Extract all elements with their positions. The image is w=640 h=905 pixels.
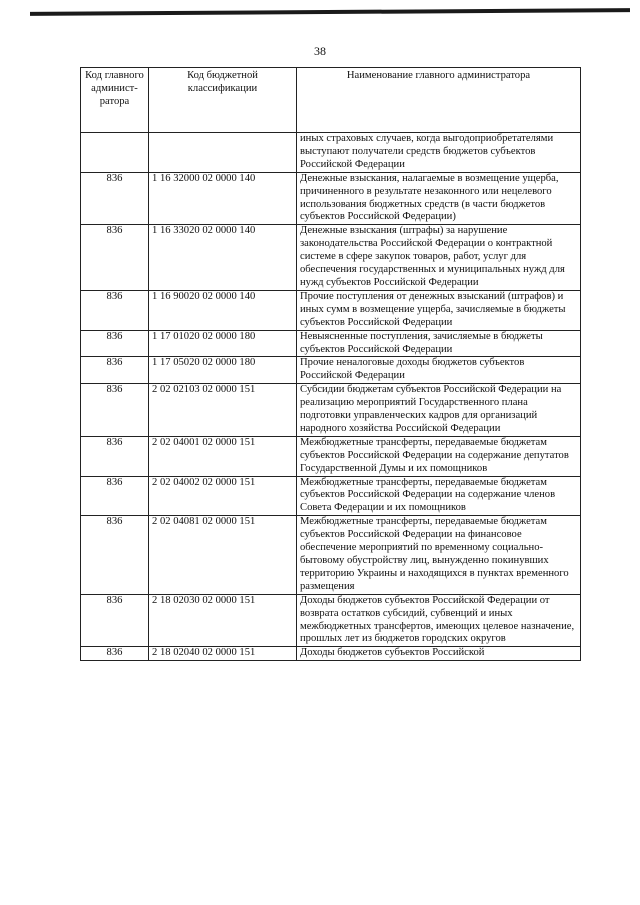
cell-admin-code: 836	[81, 290, 149, 330]
table-header-row	[81, 68, 581, 133]
cell-name: Доходы бюджетов субъектов Российской Федерации от возврата остатков субсидий, субвенций и иных межбюджетных трансфертов, имеющих целевое назначение, прошлых лет из бюджетов городских округов	[297, 594, 581, 647]
cell-budget-code: 1 16 33020 02 0000 140	[149, 225, 297, 291]
cell-budget-code: 2 02 04002 02 0000 151	[149, 476, 297, 516]
cell-budget-code: 1 16 32000 02 0000 140	[149, 172, 297, 225]
table-row	[81, 357, 581, 384]
cell-admin-code	[81, 133, 149, 173]
table-row	[81, 436, 581, 476]
page-number: 38	[314, 44, 326, 58]
cell-name: Доходы бюджетов субъектов Российской	[297, 647, 581, 661]
cell-admin-code: 836	[81, 476, 149, 516]
cell-name: Невыясненные поступления, зачисляемые в бюджеты субъектов Российской Федерации	[297, 330, 581, 357]
table-row	[81, 647, 581, 661]
table-row	[81, 290, 581, 330]
cell-name: Межбюджетные трансферты, передаваемые бюджетам субъектов Российской Федерации на финансовое обеспечение мероприятий по временному социально-бытовому обустройству лиц, вынужденно покинувших территорию Украины и находящихся в пунктах временного размещения	[297, 516, 581, 594]
cell-budget-code	[149, 133, 297, 173]
table-row	[81, 225, 581, 291]
cell-budget-code: 1 16 90020 02 0000 140	[149, 290, 297, 330]
cell-name: Прочие поступления от денежных взысканий (штрафов) и иных сумм в возмещение ущерба, зачисляемые в бюджеты субъектов Российской Федерации	[297, 290, 581, 330]
cell-name: Межбюджетные трансферты, передаваемые бюджетам субъектов Российской Федерации на содержание членов Совета Федерации и их помощников	[297, 476, 581, 516]
table-row	[81, 384, 581, 437]
cell-budget-code: 2 18 02030 02 0000 151	[149, 594, 297, 647]
header-name: Наименование главного администратора	[297, 68, 581, 133]
table-row	[81, 330, 581, 357]
table-row	[81, 594, 581, 647]
cell-admin-code: 836	[81, 436, 149, 476]
top-border-line	[30, 8, 630, 16]
cell-admin-code: 836	[81, 594, 149, 647]
table-row	[81, 516, 581, 594]
cell-name: иных страховых случаев, когда выгодоприобретателями выступают получатели средств бюджетов субъектов Российской Федерации	[297, 133, 581, 173]
cell-admin-code: 836	[81, 384, 149, 437]
cell-budget-code: 2 02 04001 02 0000 151	[149, 436, 297, 476]
cell-admin-code: 836	[81, 647, 149, 661]
cell-budget-code: 1 17 01020 02 0000 180	[149, 330, 297, 357]
table-row	[81, 476, 581, 516]
cell-name: Денежные взыскания (штрафы) за нарушение законодательства Российской Федерации о контрактной системе в сфере закупок товаров, работ, услуг для обеспечения государственных и муниципальных нужд для нужд субъектов Российской Федерации	[297, 225, 581, 291]
table-row	[81, 133, 581, 173]
cell-budget-code: 2 02 04081 02 0000 151	[149, 516, 297, 594]
cell-budget-code: 1 17 05020 02 0000 180	[149, 357, 297, 384]
cell-name: Субсидии бюджетам субъектов Российской Федерации на реализацию мероприятий Государственного плана подготовки управленческих кадров для организаций народного хозяйства Российской Федерации	[297, 384, 581, 437]
header-admin-code: Код главного админист-ратора	[81, 68, 149, 133]
cell-name: Межбюджетные трансферты, передаваемые бюджетам субъектов Российской Федерации на содержание депутатов Государственной Думы и их помощников	[297, 436, 581, 476]
cell-budget-code: 2 18 02040 02 0000 151	[149, 647, 297, 661]
budget-classification-table	[80, 67, 581, 661]
cell-name: Денежные взыскания, налагаемые в возмещение ущерба, причиненного в результате незаконного или нецелевого использования бюджетных средств (в части бюджетов субъектов Российской Федерации)	[297, 172, 581, 225]
cell-admin-code: 836	[81, 516, 149, 594]
cell-budget-code: 2 02 02103 02 0000 151	[149, 384, 297, 437]
cell-admin-code: 836	[81, 172, 149, 225]
cell-admin-code: 836	[81, 357, 149, 384]
header-budget-code: Код бюджетной классификации	[149, 68, 297, 133]
table-row	[81, 172, 581, 225]
cell-admin-code: 836	[81, 330, 149, 357]
cell-name: Прочие неналоговые доходы бюджетов субъектов Российской Федерации	[297, 357, 581, 384]
cell-admin-code: 836	[81, 225, 149, 291]
